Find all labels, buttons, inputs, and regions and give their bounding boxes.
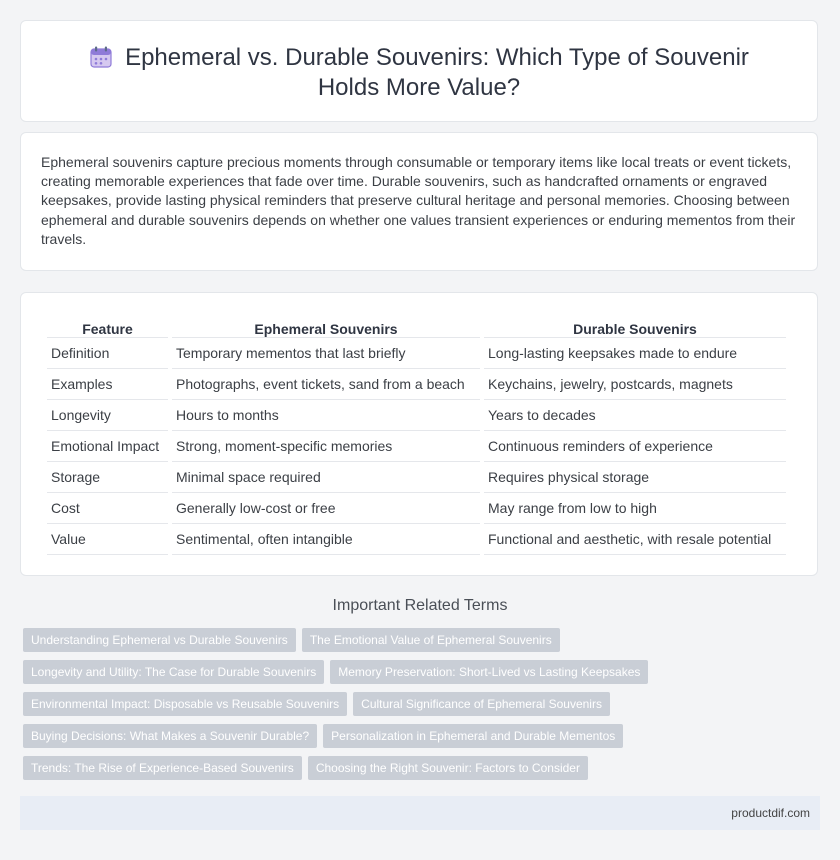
page-title-text: Ephemeral vs. Durable Souvenirs: Which Type of Souvenir Holds More Value? <box>125 44 749 101</box>
table-row <box>47 431 786 462</box>
cell-durable: May range from low to high <box>484 493 786 524</box>
header-ephemeral: Ephemeral Souvenirs <box>172 315 480 338</box>
tag-row <box>23 628 803 660</box>
cell-ephemeral: Temporary mementos that last briefly <box>172 338 480 369</box>
footer <box>20 796 820 830</box>
calendar-icon <box>89 45 113 69</box>
table-row <box>47 524 786 555</box>
cell-ephemeral: Minimal space required <box>172 462 480 493</box>
cell-feature: Longevity <box>47 400 168 431</box>
related-term-tag[interactable]: The Emotional Value of Ephemeral Souvenirs <box>302 628 560 652</box>
cell-ephemeral: Strong, moment-specific memories <box>172 431 480 462</box>
cell-durable: Keychains, jewelry, postcards, magnets <box>484 369 786 400</box>
tag-row <box>23 756 803 788</box>
table-row <box>47 369 786 400</box>
cell-durable: Functional and aesthetic, with resale potential <box>484 524 786 555</box>
cell-durable: Requires physical storage <box>484 462 786 493</box>
tag-row <box>23 692 803 724</box>
cell-durable: Continuous reminders of experience <box>484 431 786 462</box>
cell-ephemeral: Sentimental, often intangible <box>172 524 480 555</box>
comparison-table <box>43 315 790 555</box>
table-row <box>47 400 786 431</box>
tag-row <box>23 724 803 756</box>
cell-feature: Cost <box>47 493 168 524</box>
intro-card <box>20 132 818 271</box>
related-terms-title: Important Related Terms <box>332 597 508 614</box>
table-row <box>47 462 786 493</box>
related-term-tag[interactable]: Buying Decisions: What Makes a Souvenir Durable? <box>23 724 317 748</box>
header-card <box>20 20 818 122</box>
cell-feature: Definition <box>47 338 168 369</box>
comparison-table-card <box>20 292 818 576</box>
cell-ephemeral: Photographs, event tickets, sand from a beach <box>172 369 480 400</box>
cell-feature: Examples <box>47 369 168 400</box>
table-row <box>47 493 786 524</box>
related-term-tag[interactable]: Environmental Impact: Disposable vs Reusable Souvenirs <box>23 692 347 716</box>
related-terms-list <box>23 628 803 788</box>
cell-ephemeral: Hours to months <box>172 400 480 431</box>
related-term-tag[interactable]: Choosing the Right Souvenir: Factors to Consider <box>308 756 588 780</box>
related-term-tag[interactable]: Longevity and Utility: The Case for Durable Souvenirs <box>23 660 324 684</box>
related-term-tag[interactable]: Understanding Ephemeral vs Durable Souvenirs <box>23 628 296 652</box>
cell-ephemeral: Generally low-cost or free <box>172 493 480 524</box>
related-term-tag[interactable]: Cultural Significance of Ephemeral Souvenirs <box>353 692 610 716</box>
related-term-tag[interactable]: Personalization in Ephemeral and Durable Mementos <box>323 724 623 748</box>
header-durable: Durable Souvenirs <box>484 315 786 338</box>
related-term-tag[interactable]: Trends: The Rise of Experience-Based Souvenirs <box>23 756 302 780</box>
footer-site[interactable]: productdif.com <box>731 806 810 820</box>
page-title <box>61 43 777 103</box>
table-row <box>47 338 786 369</box>
related-term-tag[interactable]: Memory Preservation: Short-Lived vs Lasting Keepsakes <box>330 660 648 684</box>
cell-feature: Value <box>47 524 168 555</box>
cell-feature: Emotional Impact <box>47 431 168 462</box>
header-feature: Feature <box>47 315 168 338</box>
cell-durable: Years to decades <box>484 400 786 431</box>
cell-durable: Long-lasting keepsakes made to endure <box>484 338 786 369</box>
cell-feature: Storage <box>47 462 168 493</box>
table-header-row <box>47 315 786 338</box>
tag-row <box>23 660 803 692</box>
intro-paragraph: Ephemeral souvenirs capture precious moments through consumable or temporary items like local treats or event tickets, creating memorable experiences that fade over time. Durable souvenirs, such as handcrafted ornaments or engraved keepsakes, provide lasting physical reminders that preserve cultural heritage and personal memories. Choosing between ephemeral and durable souvenirs depends on whether one values transient experiences or enduring mementos from their travels. <box>41 154 796 247</box>
